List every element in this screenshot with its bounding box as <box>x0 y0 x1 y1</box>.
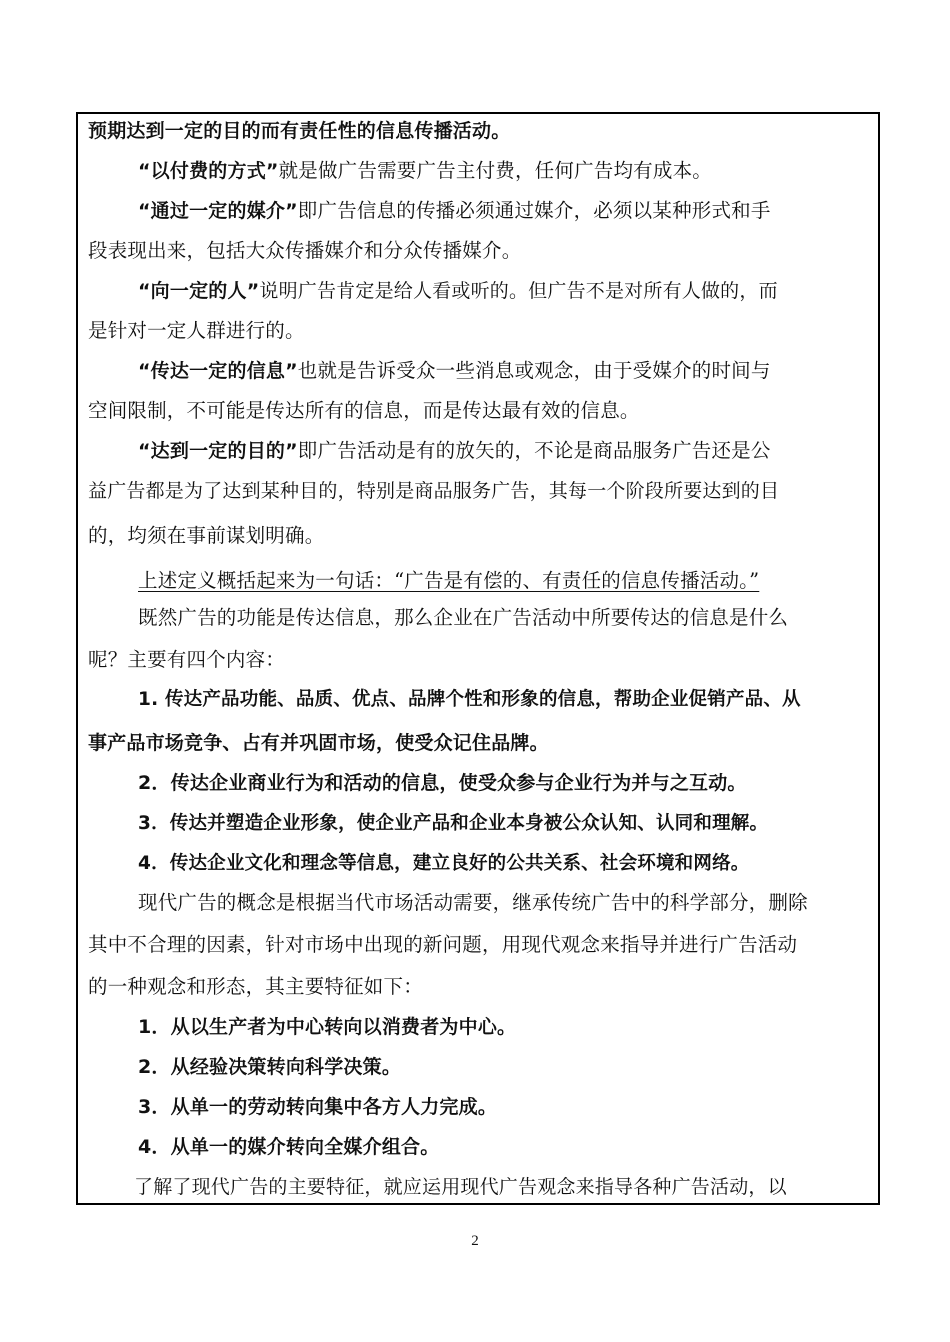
text-line <box>138 272 870 310</box>
bold-text: 4．从单一的媒介转向全媒介组合。 <box>138 1136 440 1158</box>
text-line <box>138 764 920 802</box>
bold-text: 事产品市场竞争、占有并巩固市场，使受众记住品牌。 <box>88 732 549 754</box>
text-line <box>138 1088 920 1126</box>
text-line <box>88 312 870 350</box>
text-line <box>88 232 870 270</box>
body-text: 是针对一定人群进行的。 <box>88 319 305 342</box>
text-line <box>138 1128 920 1166</box>
bold-text: 2．传达企业商业行为和活动的信息，使受众参与企业行为并与之互动。 <box>138 772 747 794</box>
text-line <box>138 192 870 230</box>
body-text: 现代广告的概念是根据当代市场活动需要，继承传统广告中的科学部分，删除 <box>138 891 808 914</box>
bold-text: 3．传达并塑造企业形象，使企业产品和企业本身被公众认知、认同和理解。 <box>138 813 769 834</box>
text-line <box>138 432 870 470</box>
summary-text: 上述定义概括起来为一句话：“广告是有偿的、有责任的信息传播活动。” <box>138 569 760 592</box>
bold-text: “传达一定的信息” <box>138 360 298 382</box>
body-text: 的，均须在事前谋划明确。 <box>88 524 325 547</box>
text-line <box>138 352 870 390</box>
bold-text: 4．传达企业文化和理念等信息，建立良好的公共关系、社会环境和网络。 <box>138 853 750 874</box>
bold-text: “达到一定的目的” <box>138 440 298 462</box>
text-line <box>88 641 870 679</box>
body-text: 空间限制，不可能是传达所有的信息，而是传达最有效的信息。 <box>88 399 640 422</box>
text-line <box>138 1048 920 1086</box>
bold-text: 1．从以生产者为中心转向以消费者为中心。 <box>138 1016 517 1038</box>
bold-text: 1. 传达产品功能、品质、优点、品牌个性和形象的信息，帮助企业促销产品、从 <box>138 689 801 710</box>
bold-text: “向一定的人” <box>138 280 260 302</box>
page-number: 2 <box>471 1233 479 1249</box>
text-line <box>138 804 920 842</box>
text-line <box>134 1168 870 1206</box>
body-text: 也就是告诉受众一些消息或观念，由于受媒介的时间与 <box>297 359 771 382</box>
body-text: 既然广告的功能是传达信息，那么企业在广告活动中所要传达的信息是什么 <box>138 606 789 629</box>
bold-text: 2．从经验决策转向科学决策。 <box>138 1056 402 1078</box>
body-text: 其中不合理的因素，针对市场中出现的新问题，用现代观念来指导并进行广告活动 <box>88 933 798 956</box>
text-line <box>88 392 870 430</box>
text-line <box>88 724 870 762</box>
text-line <box>88 472 870 510</box>
bold-text: “以付费的方式” <box>138 160 279 182</box>
body-text: 段表现出来，包括大众传播媒介和分众传播媒介。 <box>88 239 522 262</box>
body-text: 的一种观念和形态，其主要特征如下： <box>88 975 423 998</box>
text-line <box>138 844 920 882</box>
bold-text: 预期达到一定的目的而有责任性的信息传播活动。 <box>88 120 511 142</box>
summary-line <box>138 562 920 600</box>
body-text: 即广告信息的传播必须通过媒介，必须以某种形式和手 <box>297 199 771 222</box>
body-text: 说明广告肯定是给人看或听的。但广告不是对所有人做的，而 <box>259 280 778 302</box>
bold-text: 3．从单一的劳动转向集中各方人力完成。 <box>138 1096 498 1118</box>
text-line <box>138 1008 920 1046</box>
body-text: 了解了现代广告的主要特征，就应运用现代广告观念来指导各种广告活动，以 <box>134 1176 787 1198</box>
text-line <box>138 599 920 637</box>
body-text: 益广告都是为了达到某种目的，特别是商品服务广告，其每一个阶段所要达到的目 <box>88 480 780 502</box>
bold-text: “通过一定的媒介” <box>138 200 298 222</box>
text-line <box>88 926 870 964</box>
body-text: 即广告活动是有的放矢的，不论是商品服务广告还是公 <box>297 439 771 462</box>
body-text: 呢？主要有四个内容： <box>88 648 286 671</box>
text-line <box>138 152 920 190</box>
text-line <box>88 968 870 1006</box>
text-line <box>138 884 920 922</box>
body-text: 就是做广告需要广告主付费，任何广告均有成本。 <box>278 159 712 182</box>
text-line <box>88 517 870 555</box>
text-line <box>138 681 872 719</box>
text-line <box>88 112 870 150</box>
